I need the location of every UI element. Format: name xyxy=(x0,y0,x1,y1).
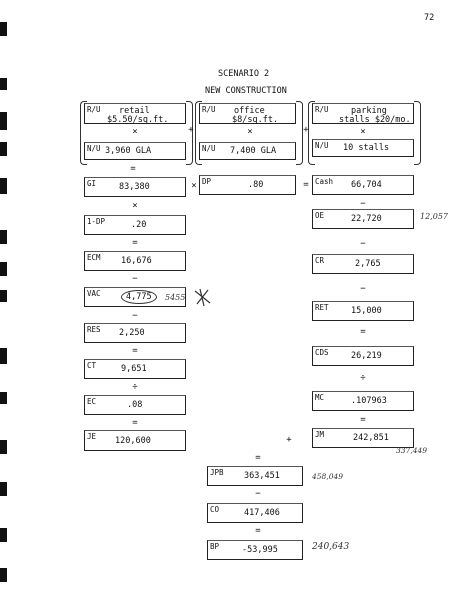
office-units-label: N/U xyxy=(202,144,216,153)
ct-label: CT xyxy=(87,361,97,370)
bp-handwritten: 240,643 xyxy=(312,542,350,552)
binder-mark xyxy=(0,22,7,36)
binder-mark xyxy=(0,568,7,582)
ec-value: .08 xyxy=(127,400,143,410)
times-op: × xyxy=(132,201,138,211)
one-minus-dp-label: 1-DP xyxy=(87,217,106,226)
retail-rate-label: R/U xyxy=(87,105,101,114)
vac-value: 4,775 xyxy=(121,290,157,304)
minus-op: − xyxy=(255,489,261,499)
jm-value: 242,851 xyxy=(353,433,389,443)
dp-box xyxy=(199,175,296,195)
dp-value: .80 xyxy=(248,180,264,190)
res-label: RES xyxy=(87,325,101,334)
plus-op: + xyxy=(286,435,292,445)
cds-label: CDS xyxy=(315,348,329,357)
minus-op: − xyxy=(132,311,138,321)
retail-line1: retail xyxy=(119,106,150,116)
plus-op: + xyxy=(303,125,309,135)
times-op: × xyxy=(132,127,138,137)
binder-mark xyxy=(0,392,7,404)
vac-handwritten: 5455 xyxy=(165,293,186,302)
minus-op: − xyxy=(132,274,138,284)
parking-rate-box xyxy=(312,103,414,124)
retail-units-box xyxy=(84,142,186,160)
dp-label: DP xyxy=(202,177,212,186)
co-value: 417,406 xyxy=(244,508,280,518)
gi-label: GI xyxy=(87,179,97,188)
binder-mark xyxy=(0,440,7,454)
page-subtitle: NEW CONSTRUCTION xyxy=(205,86,287,96)
equals-op: = xyxy=(360,327,366,337)
page-title: SCENARIO 2 xyxy=(218,69,270,79)
je-box xyxy=(84,430,186,451)
one-minus-dp-box xyxy=(84,215,186,235)
retail-line2: $5.50/sq.ft. xyxy=(107,115,169,125)
co-box xyxy=(207,503,303,523)
times-op: × xyxy=(191,181,197,191)
divide-op: ÷ xyxy=(132,382,138,392)
parking-line2: stalls $20/mo. xyxy=(339,115,411,125)
parking-units-box xyxy=(312,139,414,157)
binder-mark xyxy=(0,482,7,496)
ec-box xyxy=(84,395,186,415)
cr-box xyxy=(312,254,414,274)
office-line2: $8/sq.ft. xyxy=(232,115,279,125)
minus-op: − xyxy=(360,199,366,209)
oe-box xyxy=(312,209,414,229)
equals-op: = xyxy=(303,180,309,190)
cash-box xyxy=(312,175,414,195)
ct-box xyxy=(84,359,186,379)
ecm-box xyxy=(84,251,186,271)
parking-bracket-right xyxy=(414,101,421,165)
co-label: CO xyxy=(210,505,220,514)
mc-box xyxy=(312,391,414,411)
binder-mark xyxy=(0,348,7,364)
jpb-box xyxy=(207,466,303,486)
office-rate-box xyxy=(199,103,296,124)
equals-op: = xyxy=(360,415,366,425)
bp-value: -53,995 xyxy=(242,545,278,555)
parking-units-label: N/U xyxy=(315,141,329,150)
cash-value: 66,704 xyxy=(351,180,382,190)
vac-label: VAC xyxy=(87,289,101,298)
binder-mark xyxy=(0,178,7,194)
parking-line1: parking xyxy=(351,106,387,116)
oe-value: 22,720 xyxy=(351,214,382,224)
equals-op: = xyxy=(255,526,261,536)
divide-op: ÷ xyxy=(360,373,366,383)
jpb-label: JPB xyxy=(210,468,224,477)
equals-op: = xyxy=(130,164,136,174)
cash-label: Cash xyxy=(315,177,334,186)
office-units-value: 7,400 GLA xyxy=(230,146,277,156)
binder-mark xyxy=(0,230,7,244)
bp-label: BP xyxy=(210,542,220,551)
parking-rate-label: R/U xyxy=(315,105,329,114)
mc-label: MC xyxy=(315,393,325,402)
binder-mark xyxy=(0,142,7,156)
jpb-handwritten: 458,049 xyxy=(312,472,344,481)
office-units-box xyxy=(199,142,296,160)
gi-box xyxy=(84,177,186,197)
retail-units-label: N/U xyxy=(87,144,101,153)
page-number: 72 xyxy=(424,13,435,23)
ret-value: 15,000 xyxy=(351,306,382,316)
equals-op: = xyxy=(132,418,138,428)
office-line1: office xyxy=(234,106,265,116)
ct-value: 9,651 xyxy=(121,364,147,374)
binder-mark xyxy=(0,290,7,302)
cds-box xyxy=(312,346,414,366)
ecm-value: 16,676 xyxy=(121,256,152,266)
res-box xyxy=(84,323,186,343)
cds-value: 26,219 xyxy=(351,351,382,361)
cross-mark-icon xyxy=(192,287,214,307)
je-label: JE xyxy=(87,432,97,441)
jm-handwritten: 337,449 xyxy=(396,446,428,455)
gi-value: 83,380 xyxy=(119,182,150,192)
jm-box xyxy=(312,428,414,448)
oe-label: OE xyxy=(315,211,325,220)
one-minus-dp-value: .20 xyxy=(131,220,147,230)
office-rate-label: R/U xyxy=(202,105,216,114)
minus-op: − xyxy=(360,284,366,294)
plus-op: + xyxy=(188,125,194,135)
jm-label: JM xyxy=(315,430,325,439)
equals-op: = xyxy=(255,453,261,463)
minus-op: − xyxy=(360,239,366,249)
cr-value: 2,765 xyxy=(355,259,381,269)
equals-op: = xyxy=(132,346,138,356)
binder-mark xyxy=(0,262,7,276)
bp-box xyxy=(207,540,303,560)
cr-label: CR xyxy=(315,256,325,265)
je-value: 120,600 xyxy=(115,435,151,446)
equals-op: = xyxy=(132,238,138,248)
retail-rate-box xyxy=(84,103,186,124)
ec-label: EC xyxy=(87,397,97,406)
retail-units-value: 3,960 GLA xyxy=(105,146,152,156)
res-value: 2,250 xyxy=(119,328,145,338)
vac-box xyxy=(84,287,186,307)
ret-label: RET xyxy=(315,303,329,312)
times-op: × xyxy=(360,127,366,137)
ret-box xyxy=(312,301,414,321)
ecm-label: ECM xyxy=(87,253,101,262)
parking-units-value: 10 stalls xyxy=(343,143,390,153)
binder-mark xyxy=(0,528,7,542)
jpb-value: 363,451 xyxy=(244,471,280,481)
binder-mark xyxy=(0,112,7,130)
times-op: × xyxy=(247,127,253,137)
binder-mark xyxy=(0,78,7,90)
mc-value: .107963 xyxy=(351,396,387,406)
oe-handwritten: 12,057 xyxy=(420,212,448,221)
